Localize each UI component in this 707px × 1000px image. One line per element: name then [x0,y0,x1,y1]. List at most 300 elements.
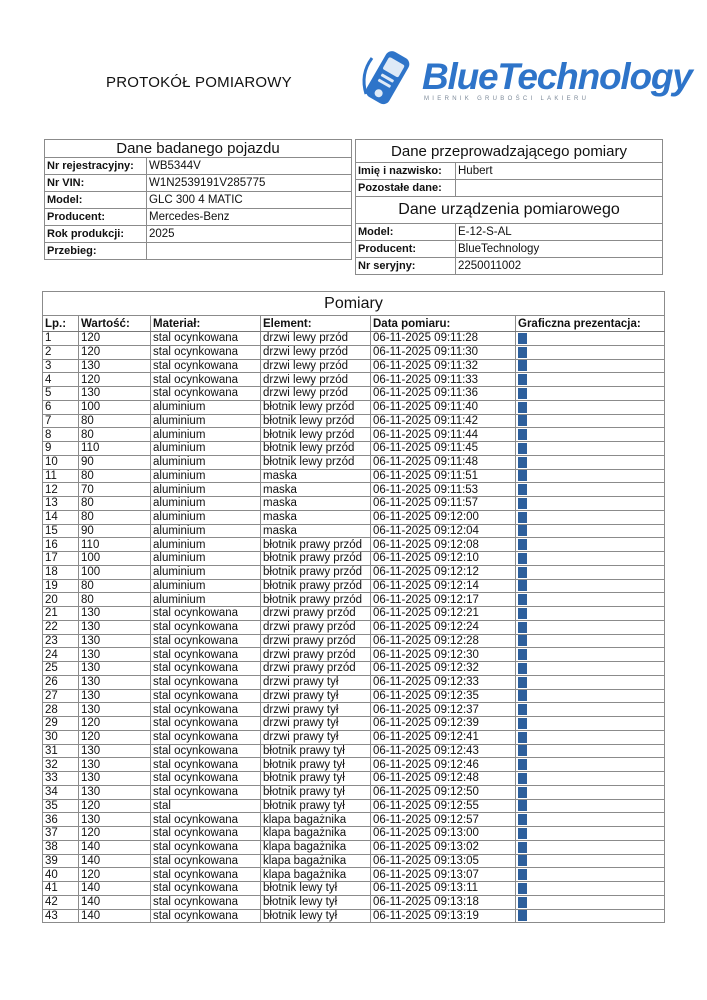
material: stal ocynkowana [151,827,261,841]
graphic-cell [516,414,665,428]
operator-heading: Dane przeprowadzającego pomiary [356,140,663,163]
measurement-date: 06-11-2025 09:12:28 [371,634,516,648]
thickness-value: 130 [79,662,151,676]
row-number: 1 [43,332,79,346]
body-element: drzwi prawy przód [261,662,371,676]
measurement-date: 06-11-2025 09:12:35 [371,689,516,703]
material: stal ocynkowana [151,730,261,744]
logo-text: BlueTechnology [422,56,692,97]
thickness-bar [518,347,527,358]
material: stal ocynkowana [151,868,261,882]
graphic-cell [516,442,665,456]
row-number: 25 [43,662,79,676]
graphic-cell [516,703,665,717]
row-number: 39 [43,854,79,868]
thickness-bar [518,498,527,509]
table-row [43,497,665,511]
device-value: E-12-S-AL [456,224,663,241]
body-element: drzwi lewy przód [261,359,371,373]
table-row [43,510,665,524]
row-number: 16 [43,538,79,552]
body-element: błotnik prawy tył [261,772,371,786]
row-number: 38 [43,840,79,854]
row-number: 21 [43,607,79,621]
body-element: błotnik prawy przód [261,579,371,593]
material: aluminium [151,593,261,607]
material: stal ocynkowana [151,332,261,346]
body-element: błotnik prawy tył [261,758,371,772]
graphic-cell [516,675,665,689]
thickness-bar [518,759,527,770]
material: stal ocynkowana [151,689,261,703]
thickness-bar [518,443,527,454]
thickness-value: 80 [79,428,151,442]
graphic-cell [516,882,665,896]
row-number: 15 [43,524,79,538]
body-element: klapa bagażnika [261,854,371,868]
row-number: 27 [43,689,79,703]
row-number: 2 [43,345,79,359]
vehicle-value: Mercedes-Benz [147,209,352,226]
row-number: 13 [43,497,79,511]
material: aluminium [151,414,261,428]
graphic-cell [516,579,665,593]
thickness-bar [518,567,527,578]
row-number: 29 [43,717,79,731]
table-row [43,758,665,772]
document-title: PROTOKÓŁ POMIAROWY [106,74,292,91]
thickness-bar [518,732,527,743]
graphic-cell [516,717,665,731]
material: stal [151,799,261,813]
measurement-date: 06-11-2025 09:13:19 [371,909,516,923]
table-row [43,552,665,566]
column-header: Materiał: [151,316,261,332]
material: stal ocynkowana [151,662,261,676]
thickness-value: 80 [79,510,151,524]
material: aluminium [151,552,261,566]
thickness-value: 130 [79,772,151,786]
graphic-cell [516,469,665,483]
thickness-bar [518,663,527,674]
measurement-date: 06-11-2025 09:12:41 [371,730,516,744]
thickness-value: 130 [79,648,151,662]
table-row [43,359,665,373]
thickness-bar [518,842,527,853]
vehicle-value: GLC 300 4 MATIC [147,192,352,209]
body-element: błotnik lewy przód [261,442,371,456]
device-row [356,224,663,241]
thickness-value: 90 [79,455,151,469]
operator-label: Imię i nazwisko: [356,163,456,180]
material: stal ocynkowana [151,607,261,621]
table-row [43,428,665,442]
device-value: 2250011002 [456,258,663,275]
material: aluminium [151,428,261,442]
material: stal ocynkowana [151,758,261,772]
row-number: 11 [43,469,79,483]
thickness-bar [518,553,527,564]
material: stal ocynkowana [151,785,261,799]
material: aluminium [151,538,261,552]
material: aluminium [151,524,261,538]
body-element: drzwi prawy przód [261,634,371,648]
material: stal ocynkowana [151,373,261,387]
table-row [43,332,665,346]
table-row [43,593,665,607]
measurement-date: 06-11-2025 09:11:32 [371,359,516,373]
thickness-value: 130 [79,744,151,758]
column-header: Lp.: [43,316,79,332]
table-row [43,455,665,469]
material: aluminium [151,455,261,469]
thickness-value: 120 [79,827,151,841]
row-number: 3 [43,359,79,373]
thickness-value: 130 [79,387,151,401]
body-element: drzwi prawy tył [261,730,371,744]
table-row [43,909,665,923]
graphic-cell [516,483,665,497]
material: stal ocynkowana [151,345,261,359]
graphic-cell [516,662,665,676]
device-label: Producent: [356,241,456,258]
vehicle-label: Rok produkcji: [45,226,147,243]
material: aluminium [151,510,261,524]
table-row [43,579,665,593]
material: aluminium [151,579,261,593]
measurement-date: 06-11-2025 09:11:48 [371,455,516,469]
table-row [43,813,665,827]
operator-value [456,180,663,197]
vehicle-label: Model: [45,192,147,209]
body-element: błotnik lewy tył [261,895,371,909]
graphic-cell [516,854,665,868]
table-row [43,799,665,813]
body-element: klapa bagażnika [261,827,371,841]
table-row [43,387,665,401]
row-number: 24 [43,648,79,662]
row-number: 41 [43,882,79,896]
thickness-value: 130 [79,634,151,648]
device-value: BlueTechnology [456,241,663,258]
device-label: Nr seryjny: [356,258,456,275]
thickness-bar [518,457,527,468]
graphic-cell [516,510,665,524]
table-row [43,400,665,414]
body-element: maska [261,497,371,511]
thickness-bar [518,704,527,715]
thickness-value: 100 [79,565,151,579]
row-number: 23 [43,634,79,648]
thickness-value: 130 [79,689,151,703]
thickness-value: 120 [79,373,151,387]
measurement-date: 06-11-2025 09:12:55 [371,799,516,813]
thickness-value: 100 [79,552,151,566]
material: aluminium [151,497,261,511]
measurement-date: 06-11-2025 09:11:28 [371,332,516,346]
device-row [356,241,663,258]
row-number: 36 [43,813,79,827]
material: stal ocynkowana [151,359,261,373]
vehicle-row [45,226,352,243]
graphic-cell [516,813,665,827]
thickness-value: 80 [79,593,151,607]
thickness-value: 80 [79,497,151,511]
thickness-bar [518,470,527,481]
table-row [43,703,665,717]
graphic-cell [516,607,665,621]
thickness-value: 80 [79,469,151,483]
thickness-bar [518,828,527,839]
table-row [43,854,665,868]
row-number: 33 [43,772,79,786]
thickness-value: 130 [79,703,151,717]
measurement-date: 06-11-2025 09:11:33 [371,373,516,387]
measurements-table [42,291,665,923]
measurement-date: 06-11-2025 09:12:48 [371,772,516,786]
body-element: maska [261,469,371,483]
operator-device-table [355,139,663,275]
material: stal ocynkowana [151,854,261,868]
measurement-date: 06-11-2025 09:11:57 [371,497,516,511]
row-number: 6 [43,400,79,414]
table-row [43,772,665,786]
measurement-date: 06-11-2025 09:13:02 [371,840,516,854]
table-row [43,538,665,552]
thickness-bar [518,622,527,633]
measurement-date: 06-11-2025 09:11:45 [371,442,516,456]
operator-value: Hubert [456,163,663,180]
thickness-bar [518,539,527,550]
table-row [43,675,665,689]
vehicle-value: W1N2539191V285775 [147,175,352,192]
vehicle-value: 2025 [147,226,352,243]
thickness-bar [518,677,527,688]
thickness-bar [518,718,527,729]
graphic-cell [516,538,665,552]
thickness-bar [518,690,527,701]
body-element: drzwi prawy tył [261,717,371,731]
graphic-cell [516,565,665,579]
thickness-value: 120 [79,868,151,882]
graphic-cell [516,400,665,414]
graphic-cell [516,744,665,758]
material: stal ocynkowana [151,909,261,923]
vehicle-label: Nr rejestracyjny: [45,158,147,175]
graphic-cell [516,552,665,566]
measurement-date: 06-11-2025 09:13:18 [371,895,516,909]
thickness-value: 80 [79,414,151,428]
body-element: drzwi prawy przód [261,620,371,634]
column-header: Graficzna prezentacja: [516,316,665,332]
body-element: błotnik lewy przód [261,455,371,469]
meter-device-icon [358,46,418,112]
vehicle-heading: Dane badanego pojazdu [45,140,352,158]
thickness-bar [518,608,527,619]
graphic-cell [516,359,665,373]
measurement-date: 06-11-2025 09:11:36 [371,387,516,401]
table-row [43,840,665,854]
body-element: błotnik lewy przód [261,414,371,428]
row-number: 34 [43,785,79,799]
row-number: 32 [43,758,79,772]
table-row [43,607,665,621]
table-row [43,785,665,799]
body-element: błotnik prawy przód [261,565,371,579]
thickness-value: 130 [79,607,151,621]
table-row [43,648,665,662]
thickness-value: 120 [79,332,151,346]
thickness-value: 140 [79,840,151,854]
body-element: maska [261,483,371,497]
material: stal ocynkowana [151,648,261,662]
thickness-value: 130 [79,758,151,772]
body-element: drzwi prawy przód [261,648,371,662]
measurement-date: 06-11-2025 09:12:33 [371,675,516,689]
thickness-value: 130 [79,620,151,634]
material: stal ocynkowana [151,387,261,401]
vehicle-row [45,158,352,175]
body-element: drzwi prawy przód [261,607,371,621]
material: stal ocynkowana [151,620,261,634]
thickness-value: 120 [79,717,151,731]
thickness-bar [518,415,527,426]
thickness-value: 80 [79,579,151,593]
graphic-cell [516,373,665,387]
measurement-date: 06-11-2025 09:12:37 [371,703,516,717]
thickness-value: 140 [79,882,151,896]
table-row [43,689,665,703]
table-row [43,524,665,538]
material: stal ocynkowana [151,895,261,909]
table-row [43,414,665,428]
thickness-bar [518,787,527,798]
body-element: błotnik prawy przód [261,538,371,552]
row-number: 5 [43,387,79,401]
thickness-bar [518,388,527,399]
graphic-cell [516,387,665,401]
row-number: 26 [43,675,79,689]
vehicle-label: Przebieg: [45,243,147,260]
measurement-date: 06-11-2025 09:12:00 [371,510,516,524]
measurement-date: 06-11-2025 09:11:44 [371,428,516,442]
row-number: 8 [43,428,79,442]
operator-row [356,163,663,180]
measurement-date: 06-11-2025 09:12:46 [371,758,516,772]
measurement-date: 06-11-2025 09:11:53 [371,483,516,497]
material: stal ocynkowana [151,813,261,827]
measurement-date: 06-11-2025 09:11:42 [371,414,516,428]
thickness-value: 90 [79,524,151,538]
graphic-cell [516,840,665,854]
brand-logo [358,44,692,114]
graphic-cell [516,868,665,882]
column-header: Element: [261,316,371,332]
thickness-bar [518,869,527,880]
thickness-bar [518,800,527,811]
body-element: błotnik lewy tył [261,909,371,923]
body-element: drzwi lewy przód [261,387,371,401]
row-number: 22 [43,620,79,634]
measurement-date: 06-11-2025 09:13:07 [371,868,516,882]
body-element: błotnik prawy przód [261,593,371,607]
table-row [43,442,665,456]
graphic-cell [516,497,665,511]
graphic-cell [516,895,665,909]
graphic-cell [516,772,665,786]
body-element: drzwi lewy przód [261,332,371,346]
row-number: 42 [43,895,79,909]
body-element: błotnik prawy przód [261,552,371,566]
graphic-cell [516,455,665,469]
body-element: klapa bagażnika [261,813,371,827]
material: stal ocynkowana [151,882,261,896]
row-number: 30 [43,730,79,744]
thickness-bar [518,649,527,660]
measurement-date: 06-11-2025 09:13:11 [371,882,516,896]
body-element: błotnik prawy tył [261,744,371,758]
thickness-bar [518,635,527,646]
body-element: błotnik lewy przód [261,400,371,414]
body-element: klapa bagażnika [261,868,371,882]
measurements-heading: Pomiary [43,292,665,316]
thickness-value: 120 [79,345,151,359]
measurement-date: 06-11-2025 09:12:17 [371,593,516,607]
body-element: klapa bagażnika [261,840,371,854]
row-number: 40 [43,868,79,882]
graphic-cell [516,345,665,359]
thickness-bar [518,897,527,908]
vehicle-row [45,175,352,192]
graphic-cell [516,524,665,538]
table-row [43,868,665,882]
graphic-cell [516,593,665,607]
table-row [43,730,665,744]
thickness-bar [518,814,527,825]
body-element: błotnik prawy tył [261,785,371,799]
body-element: błotnik prawy tył [261,799,371,813]
vehicle-row [45,209,352,226]
graphic-cell [516,758,665,772]
material: stal ocynkowana [151,675,261,689]
thickness-bar [518,374,527,385]
material: stal ocynkowana [151,634,261,648]
thickness-value: 110 [79,442,151,456]
graphic-cell [516,332,665,346]
table-row [43,373,665,387]
body-element: błotnik lewy tył [261,882,371,896]
graphic-cell [516,428,665,442]
measurement-date: 06-11-2025 09:12:21 [371,607,516,621]
row-number: 12 [43,483,79,497]
thickness-value: 130 [79,359,151,373]
row-number: 17 [43,552,79,566]
vehicle-label: Nr VIN: [45,175,147,192]
measurement-date: 06-11-2025 09:12:43 [371,744,516,758]
row-number: 19 [43,579,79,593]
thickness-bar [518,429,527,440]
measurement-date: 06-11-2025 09:12:10 [371,552,516,566]
thickness-bar [518,512,527,523]
row-number: 28 [43,703,79,717]
thickness-value: 130 [79,813,151,827]
graphic-cell [516,909,665,923]
body-element: drzwi prawy tył [261,703,371,717]
operator-label: Pozostałe dane: [356,180,456,197]
graphic-cell [516,730,665,744]
thickness-value: 140 [79,895,151,909]
body-element: drzwi prawy tył [261,689,371,703]
